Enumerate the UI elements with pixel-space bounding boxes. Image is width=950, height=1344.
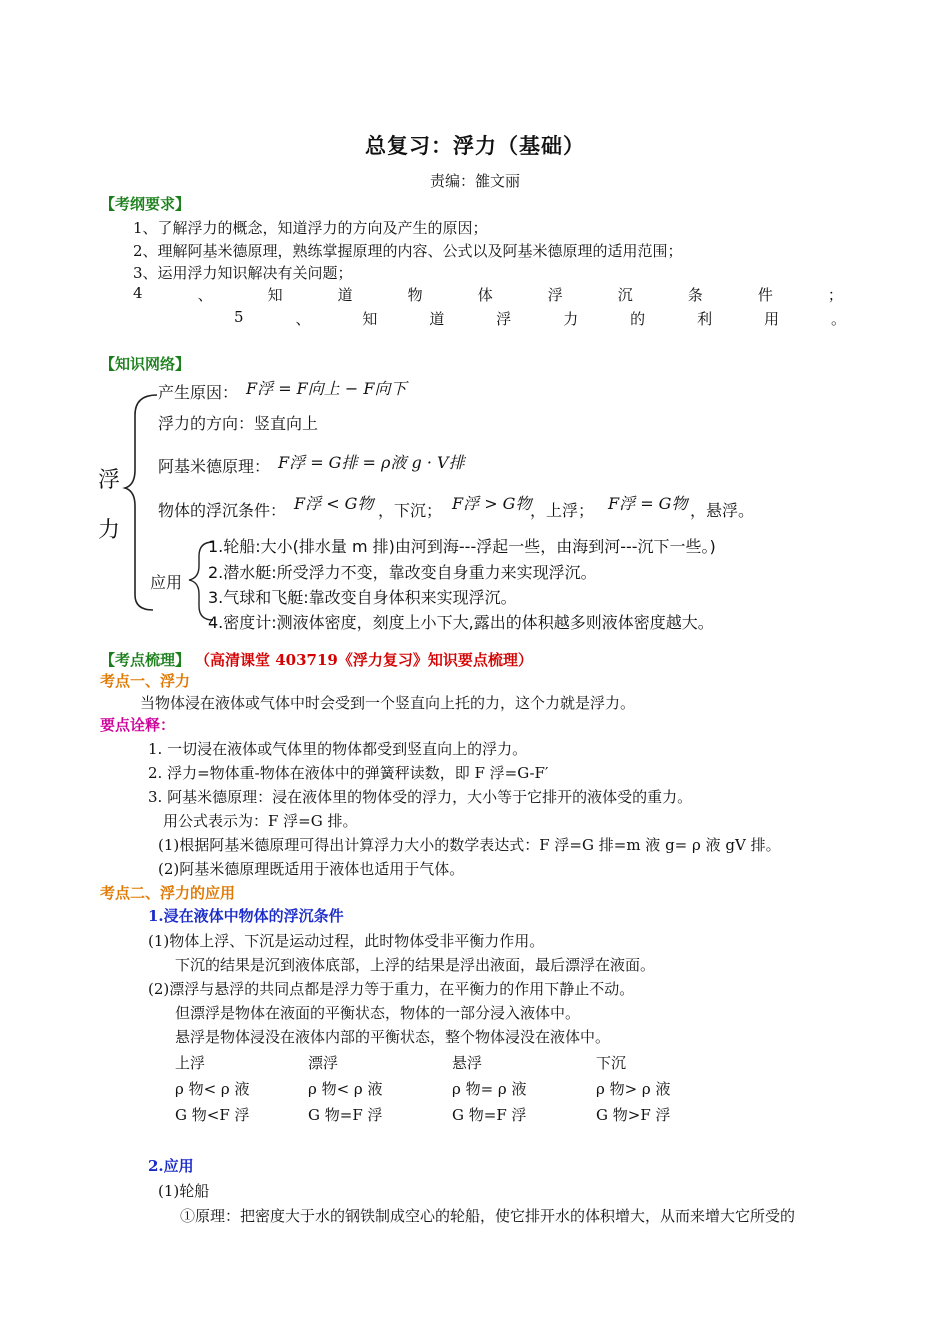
outline-heading: 【考纲要求】 bbox=[100, 195, 191, 213]
state-name-sink: 下沉 bbox=[596, 1054, 627, 1072]
page-title: 总复习：浮力（基础） bbox=[365, 133, 585, 158]
outline-item-3: 3、运用浮力知识解决有关问题； bbox=[133, 264, 353, 282]
note-1: 1. 一切浸在液体或气体里的物体都受到竖直向上的浮力。 bbox=[148, 740, 528, 758]
application-submarine: 2.潜水艇:所受浮力不变，靠改变自身重力来实现浮沉。 bbox=[208, 563, 597, 582]
subsection-2-item: (1)轮船 bbox=[158, 1182, 210, 1200]
conditions-label: 物体的浮沉条件： bbox=[158, 501, 287, 520]
subsection-1-line-4: 但漂浮是物体在液面的平衡状态，物体的一部分浸入液体中。 bbox=[175, 1004, 581, 1022]
applications-label: 应用 bbox=[150, 573, 183, 592]
outline-item-5: 5 、 知 道 浮 力 的 利 用 。 bbox=[234, 308, 846, 328]
archimedes-formula: F浮 = G排 = ρ液 g · V排 bbox=[278, 453, 465, 472]
subsection-1-line-5: 悬浮是物体浸没在液体内部的平衡状态，整个物体浸没在液体中。 bbox=[175, 1028, 611, 1046]
note-3: 3. 阿基米德原理：浸在液体里的物体受的浮力，大小等于它排开的液体受的重力。 bbox=[148, 788, 693, 806]
point-2-title: 考点二、浮力的应用 bbox=[100, 884, 236, 902]
editor-line: 责编：雒文丽 bbox=[429, 172, 520, 190]
subsection-2-text: ①原理：把密度大于水的钢铁制成空心的轮船，使它排开水的体积增大，从而来增大它所受的 bbox=[180, 1207, 796, 1225]
state-name-suspend: 悬浮 bbox=[452, 1054, 483, 1072]
note-2: 2. 浮力=物体重-物体在液体中的弹簧秤读数，即 F 浮=G-F′ bbox=[148, 764, 549, 782]
condition-rise-text: ，上浮； bbox=[530, 501, 595, 520]
points-heading: 【考点梳理】 bbox=[100, 651, 191, 669]
application-hydrometer: 4.密度计:测液体密度，刻度上小下大,露出的体积越多则液体密度越大。 bbox=[208, 613, 714, 632]
state-force-suspend: G 物=F 浮 bbox=[452, 1106, 527, 1124]
condition-sink-formula: F浮 < G物 bbox=[294, 494, 374, 513]
root-li: 力 bbox=[98, 518, 121, 543]
notes-title: 要点诠释： bbox=[100, 716, 176, 734]
cause-formula: F浮 = F向上 − F向下 bbox=[246, 379, 407, 398]
state-force-sink: G 物>F 浮 bbox=[596, 1106, 671, 1124]
subsection-1-line-1: (1)物体上浮、下沉是运动过程，此时物体受非平衡力作用。 bbox=[148, 932, 545, 950]
state-name-float: 漂浮 bbox=[308, 1054, 339, 1072]
network-heading: 【知识网络】 bbox=[100, 355, 191, 373]
condition-sink-text: ，下沉； bbox=[378, 501, 443, 520]
state-density-rise: ρ 物< ρ 液 bbox=[175, 1080, 250, 1098]
root-fu: 浮 bbox=[98, 468, 121, 493]
subsection-2-title: 2.应用 bbox=[148, 1157, 194, 1175]
state-density-sink: ρ 物> ρ 液 bbox=[596, 1080, 671, 1098]
state-density-float: ρ 物< ρ 液 bbox=[308, 1080, 383, 1098]
subsection-1-title: 1.浸在液体中物体的浮沉条件 bbox=[148, 907, 344, 925]
condition-rise-formula: F浮 > G物 bbox=[452, 494, 532, 513]
state-force-rise: G 物<F 浮 bbox=[175, 1106, 250, 1124]
state-force-float: G 物=F 浮 bbox=[308, 1106, 383, 1124]
application-ship: 1.轮船:大小(排水量 m 排)由河到海---浮起一些，由海到河---沉下一些。) bbox=[208, 537, 716, 556]
note-4: (1)根据阿基米德原理可得出计算浮力大小的数学表达式：F 浮=G 排=m 液 g= ρ 液 gV 排。 bbox=[158, 836, 781, 854]
condition-suspend-text: ，悬浮。 bbox=[690, 501, 755, 520]
note-3-formula: 用公式表示为：F 浮=G 排。 bbox=[163, 812, 358, 830]
direction-line: 浮力的方向：竖直向上 bbox=[158, 414, 319, 433]
subsection-1-line-3: (2)漂浮与悬浮的共同点都是浮力等于重力，在平衡力的作用下静止不动。 bbox=[148, 980, 635, 998]
points-heading-note: （高清课堂 403719《浮力复习》知识要点梳理） bbox=[195, 651, 533, 669]
outline-item-2: 2、理解阿基米德原理，熟练掌握原理的内容、公式以及阿基米德原理的适用范围； bbox=[133, 242, 683, 260]
point-1-title: 考点一、浮力 bbox=[100, 672, 191, 690]
application-balloon: 3.气球和飞艇:靠改变自身体积来实现浮沉。 bbox=[208, 588, 517, 607]
cause-label: 产生原因： bbox=[158, 383, 239, 402]
state-name-rise: 上浮 bbox=[175, 1054, 206, 1072]
state-density-suspend: ρ 物= ρ 液 bbox=[452, 1080, 527, 1098]
note-5: (2)阿基米德原理既适用于液体也适用于气体。 bbox=[158, 860, 465, 878]
subsection-1-line-2: 下沉的结果是沉到液体底部，上浮的结果是浮出液面，最后漂浮在液面。 bbox=[175, 956, 656, 974]
outline-item-1: 1、了解浮力的概念，知道浮力的方向及产生的原因； bbox=[133, 219, 488, 237]
point-1-definition: 当物体浸在液体或气体中时会受到一个竖直向上托的力，这个力就是浮力。 bbox=[140, 694, 636, 712]
outline-item-4: 4 、 知 道 物 体 浮 沉 条 件 ； bbox=[133, 284, 843, 304]
archimedes-label: 阿基米德原理： bbox=[158, 457, 271, 476]
condition-suspend-formula: F浮 = G物 bbox=[608, 494, 688, 513]
